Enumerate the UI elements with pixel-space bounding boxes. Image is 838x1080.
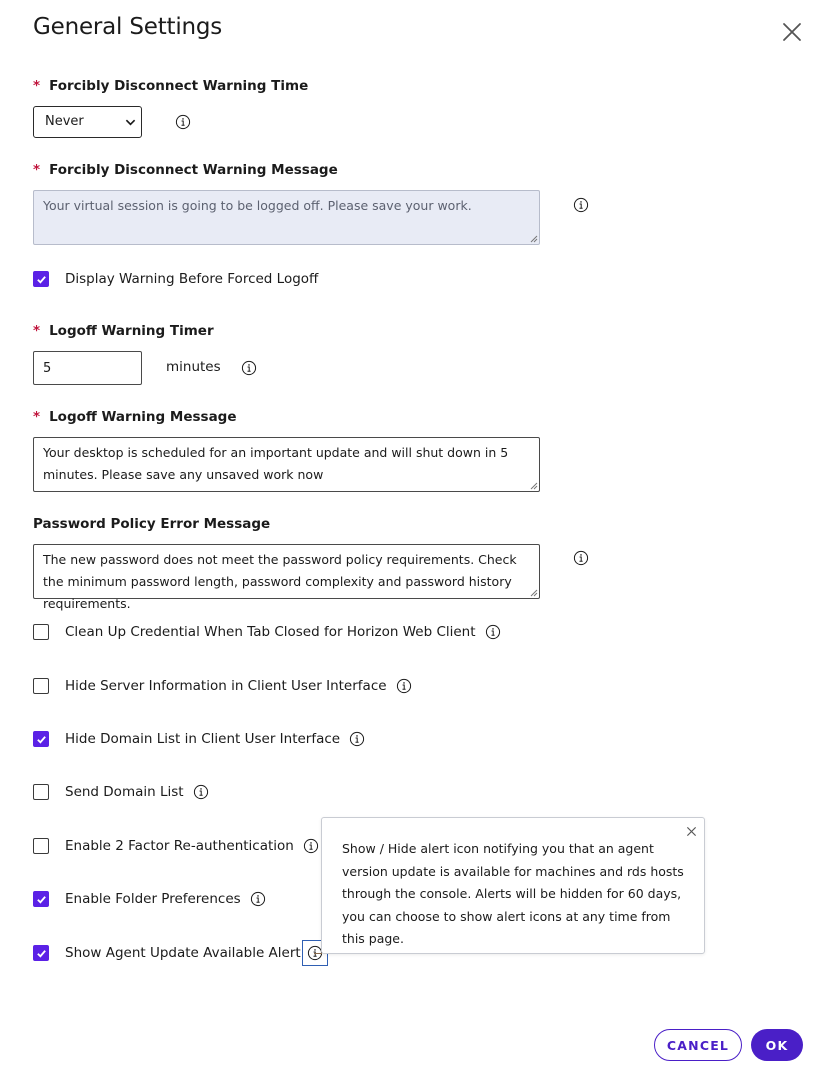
logoff-timer-input[interactable] [33,351,142,385]
password-error-textarea[interactable] [33,544,540,611]
info-icon[interactable] [241,360,257,376]
info-icon[interactable] [349,731,365,747]
resize-grip-icon[interactable] [529,588,538,597]
disconnect-time-select[interactable] [33,106,142,138]
logoff-timer-label-text: Logoff Warning Timer [49,323,214,339]
hide-domain-list-label: Hide Domain List in Client User Interface [65,731,341,747]
cancel-button[interactable]: CANCEL [654,1029,742,1061]
disconnect-time-label-text: Forcibly Disconnect Warning Time [49,78,309,94]
tooltip-connector [314,953,322,954]
checkbox-row-two-factor[interactable] [33,837,319,855]
logoff-timer-label [33,323,214,339]
logoff-message-label [33,409,237,425]
two-factor-label: Enable 2 Factor Re-authentication [65,838,294,854]
info-icon[interactable] [303,838,319,854]
agent-update-alert-checkbox[interactable] [33,945,49,961]
required-marker: * [33,409,41,425]
logoff-timer-unit: minutes [166,359,221,375]
display-warning-label: Display Warning Before Forced Logoff [65,271,319,287]
chevron-down-icon [125,117,136,128]
check-icon [36,894,47,905]
logoff-message-value: Your desktop is scheduled for an important update and will shut down in 5 minutes. Please save any unsaved work now [43,445,509,482]
password-error-label: Password Policy Error Message [33,516,271,532]
required-marker: * [33,162,41,178]
disconnect-message-textarea[interactable] [33,190,540,245]
logoff-timer-value: 5 [43,361,52,376]
two-factor-checkbox[interactable] [33,838,49,854]
info-icon[interactable] [175,114,191,130]
logoff-message-textarea[interactable] [33,437,540,492]
close-icon[interactable] [686,826,697,837]
disconnect-message-label [33,162,338,178]
disconnect-time-label [33,78,308,94]
ok-button[interactable]: OK [751,1029,803,1061]
checkbox-row-hide-domain-list[interactable] [33,730,365,748]
display-warning-checkbox[interactable] [33,271,49,287]
checkbox-row-agent-update-alert[interactable] [33,944,328,962]
folder-preferences-checkbox[interactable] [33,891,49,907]
tooltip-text: Show / Hide alert icon notifying you that an agent version update is available for machines and rds hosts through the console. Alerts will be hidden for 60 days, you can choose to show alert icons at any time from this page. [342,841,684,946]
info-icon[interactable] [573,550,589,566]
required-marker: * [33,323,41,339]
clean-up-credential-label: Clean Up Credential When Tab Closed for Horizon Web Client [65,624,476,640]
check-icon [36,948,47,959]
checkbox-row-folder-preferences[interactable] [33,890,266,908]
display-warning-row[interactable] [33,270,318,288]
resize-grip-icon[interactable] [529,481,538,490]
required-marker: * [33,78,41,94]
checkbox-row-hide-server-info[interactable] [33,677,412,695]
send-domain-list-checkbox[interactable] [33,784,49,800]
info-icon[interactable] [396,678,412,694]
disconnect-time-value: Never [45,114,84,129]
disconnect-message-label-text: Forcibly Disconnect Warning Message [49,162,338,178]
dialog-title: General Settings [33,14,223,40]
logoff-message-label-text: Logoff Warning Message [49,409,237,425]
resize-grip-icon[interactable] [529,234,538,243]
tooltip-popover [321,817,705,954]
hide-server-info-checkbox[interactable] [33,678,49,694]
info-icon[interactable] [485,624,501,640]
close-icon[interactable] [780,20,804,44]
folder-preferences-label: Enable Folder Preferences [65,891,241,907]
info-icon[interactable] [573,197,589,213]
disconnect-message-value: Your virtual session is going to be logged off. Please save your work. [43,198,472,213]
hide-server-info-label: Hide Server Information in Client User Interface [65,678,387,694]
info-icon[interactable] [250,891,266,907]
check-icon [36,734,47,745]
check-icon [36,274,47,285]
checkbox-row-clean-up-credential[interactable] [33,623,501,641]
clean-up-credential-checkbox[interactable] [33,624,49,640]
hide-domain-list-checkbox[interactable] [33,731,49,747]
info-icon[interactable] [193,784,209,800]
agent-update-alert-label: Show Agent Update Available Alert [65,945,301,961]
send-domain-list-label: Send Domain List [65,784,184,800]
checkbox-row-send-domain-list[interactable] [33,783,209,801]
password-error-value: The new password does not meet the password policy requirements. Check the minimum password length, password complexity and password history requirements. [43,552,517,611]
